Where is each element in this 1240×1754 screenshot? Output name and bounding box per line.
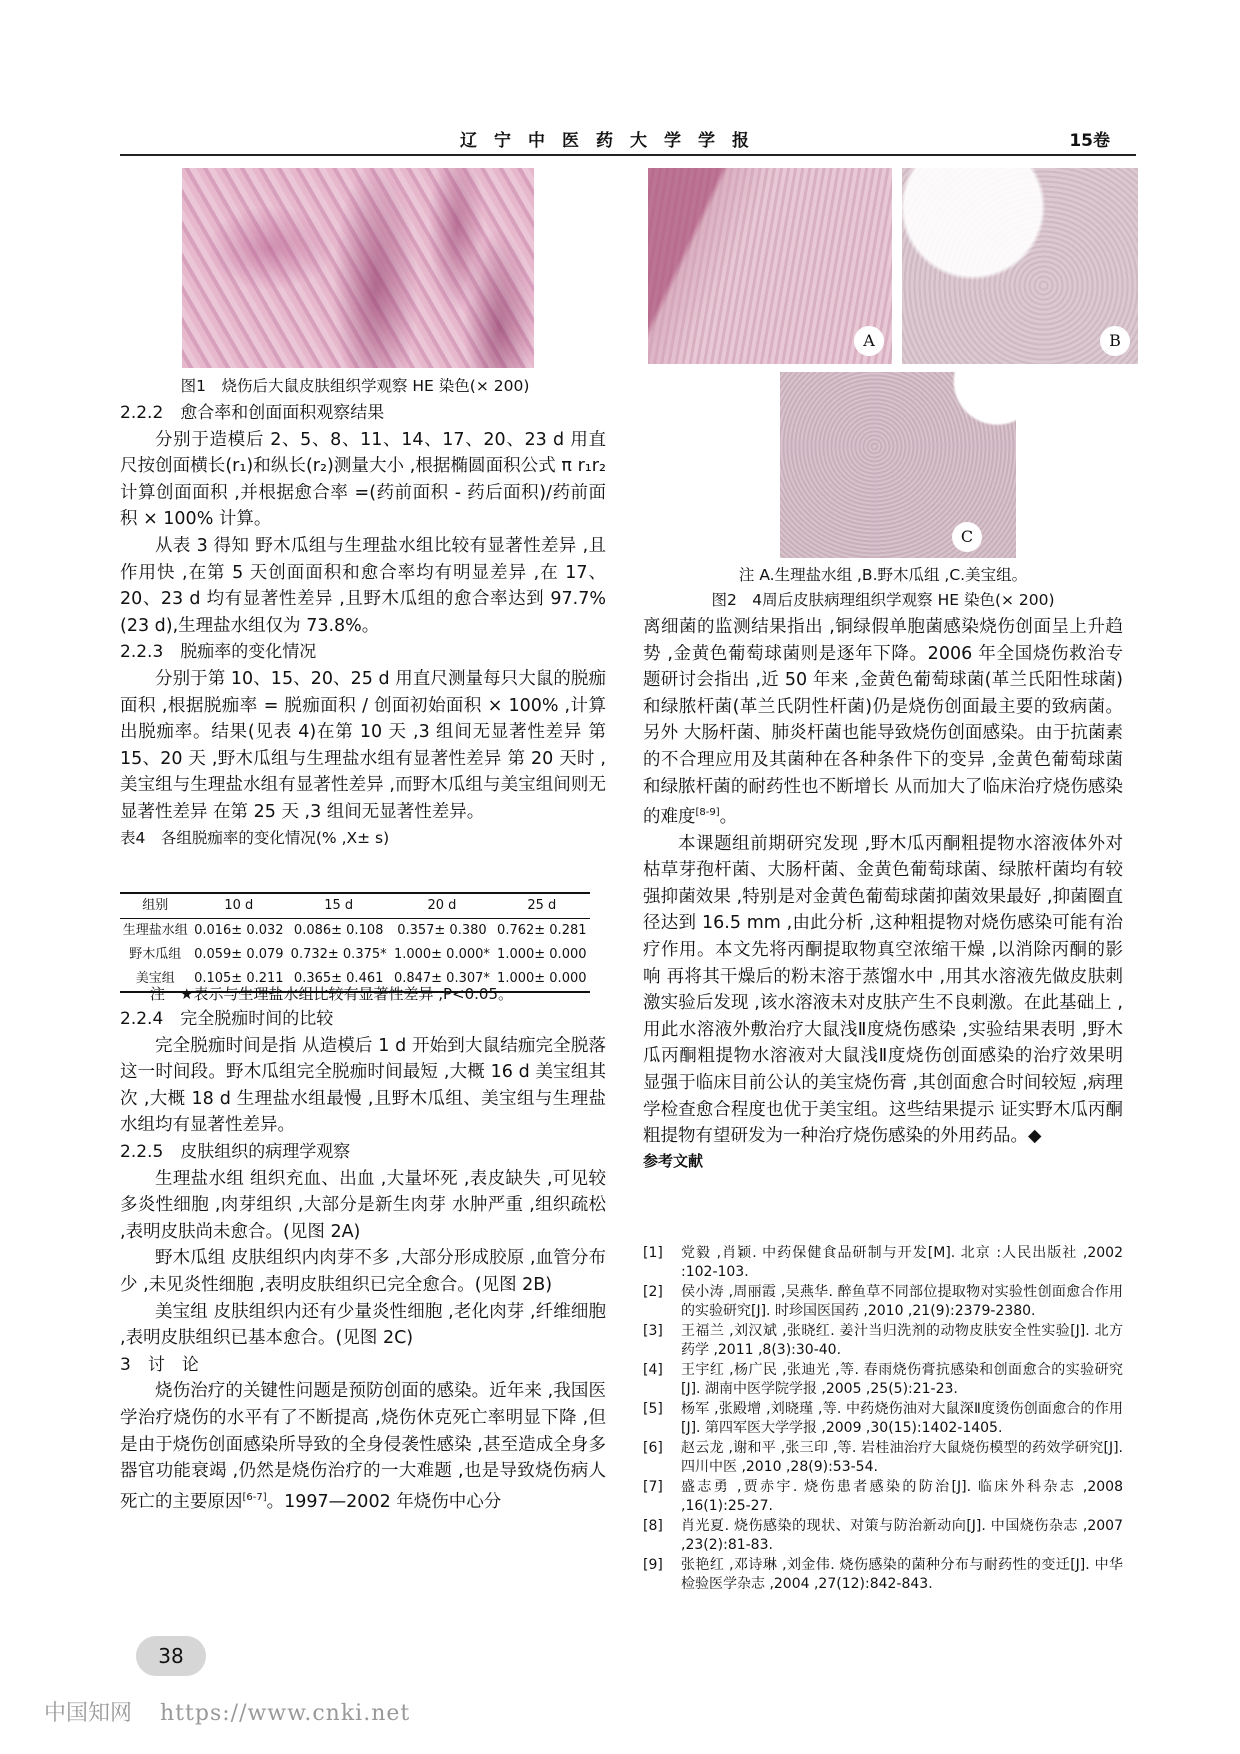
reference-item [643,1439,1123,1477]
table-cell: 1.000± 0.000* [393,947,490,962]
table-cell: 美宝组 [120,967,191,992]
section-2-2-5-heading: 2.2.5 皮肤组织的病理学观察 [120,1141,351,1162]
paragraph [643,614,1123,831]
reference-item [643,1283,1123,1321]
table-cell: 0.016± 0.032 [194,923,284,938]
paragraph-text: 。1997—2002 年烧伤中心分 [266,1491,502,1512]
left-column-lower [120,982,606,1515]
figure-2-caption: 图2 4周后皮肤病理组织学观察 HE 染色(× 200) [711,591,1055,609]
table-cell: 0.732± 0.375* [290,947,387,962]
left-column-upper [120,400,606,850]
figure-1-micrograph [182,168,534,368]
paragraph [120,1378,606,1515]
section-3-heading: 3 讨 论 [120,1354,199,1375]
volume-label: 15卷 [1069,131,1110,151]
table-header-cell: 25 d [494,893,590,919]
reference-text: 张艳红 ,邓诗琳 ,刘金伟. 烧伤感染的菌种分布与耐药性的变迁[J]. 中华检验医学杂志 ,2004 ,27(12):842-843. [681,1557,1123,1592]
reference-number: [3] [643,1323,663,1339]
reference-item [643,1400,1123,1438]
paragraph: 野木瓜组 皮肤组织内肉芽不多 ,大部分形成胶原 ,血管分布少 ,未见炎性细胞 ,表明皮肤组织已完全愈合。(见图 2B) [120,1248,606,1295]
table-cell: 0.365± 0.461 [287,967,390,992]
paragraph: 美宝组 皮肤组织内还有少量炎性细胞 ,老化肉芽 ,纤维细胞 ,表明皮肤组织已基本愈合。(见图 2C) [120,1301,606,1349]
reference-number: [7] [643,1479,663,1495]
references-heading: 参考文献 [643,1151,704,1170]
paragraph: 完全脱痂时间是指 从造模后 1 d 开始到大鼠结痂完全脱落这一时间段。野木瓜组完全脱痂时间最短 ,大概 16 d 美宝组其次 ,大概 18 d 生理盐水组最慢 ,且野木瓜组、美宝组与生理盐水组均有显著性差异。 [120,1035,606,1136]
table-cell: 0.105± 0.211 [191,967,287,992]
table-cell: 0.762± 0.281 [497,923,587,938]
table-header-cell: 组别 [120,893,191,919]
reference-text: 王宇红 ,杨广民 ,张迪光 ,等. 春雨烧伤膏抗感染和创面愈合的实验研究[J]. 湖南中医学院学报 ,2005 ,25(5):21-23. [681,1362,1123,1397]
table-header-cell: 10 d [191,893,287,919]
paragraph: 分别于造模后 2、5、8、11、14、17、20、23 d 用直尺按创面横长(r₁)和纵长(r₂)测量大小 ,根据椭圆面积公式 π r₁r₂ 计算创面面积 ,并根据愈合率 =(药前面积 - 药后面积)/药前面积 × 100% 计算。 [120,429,606,530]
table-cell: 生理盐水组 [122,923,188,938]
reference-number: [9] [643,1557,663,1573]
reference-text: 王福兰 ,刘汉斌 ,张晓红. 姜汁当归洗剂的动物皮肤安全性实验[J]. 北方药学 ,2011 ,8(3):30-40. [681,1323,1123,1358]
reference-text: 杨军 ,张殿增 ,刘晓瑾 ,等. 中药烧伤油对大鼠深Ⅱ度烫伤创面愈合的作用[J]. 第四军医大学学报 ,2009 ,30(15):1402-1405. [681,1401,1123,1436]
figure-2b-micrograph [902,168,1138,364]
reference-item [643,1478,1123,1516]
paragraph-text: 烧伤治疗的关键性问题是预防创面的感染。近年来 ,我国医学治疗烧伤的水平有了不断提高 ,烧伤休克死亡率明显下降 ,但是由于烧伤创面感染所导致的全身侵袭性感染 ,甚至造成全身多器官功能衰竭 ,仍然是烧伤治疗的一大难题 ,也是导致烧伤病人死亡的主要原因 [120,1381,606,1512]
figure-2a-label: A [854,326,884,356]
journal-title: 辽宁中医药大学学报 [460,131,766,151]
table-4 [120,892,590,993]
figure-2a-micrograph [648,168,892,364]
reference-item [643,1322,1123,1360]
reference-text: 盛志勇 ,贾赤宇. 烧伤患者感染的防治[J]. 临床外科杂志 ,2008 ,16(1):25-27. [681,1479,1123,1514]
table-cell: 0.059± 0.079 [194,947,284,962]
figure-2-note: 注 A.生理盐水组 ,B.野木瓜组 ,C.美宝组。 [738,566,1028,584]
table-header-row [120,893,590,919]
page-number: 38 [136,1636,206,1676]
reference-number: [8] [643,1518,663,1534]
table-header-cell: 15 d [287,893,390,919]
paragraph-text: 。 [719,806,738,827]
section-2-2-3-heading: 2.2.3 脱痂率的变化情况 [120,642,317,663]
paragraph: 分别于第 10、15、20、25 d 用直尺测量每只大鼠的脱痂面积 ,根据脱痂率 = 脱痂面积 / 创面初始面积 × 100% ,计算出脱痂率。结果(见表 4)在第 10 天 ,3 组间无显著性差异 第 15、20 天 ,野木瓜组与生理盐水组有显著性差异 第 20 天时 ,美宝组与生理盐水组有显著性差异 ,而野木瓜组与美宝组间则无显著性差异 在第 25 天 ,3 组间无显著性差异。 [120,668,606,822]
reference-item [643,1517,1123,1555]
section-2-2-2-heading: 2.2.2 愈合率和创面面积观察结果 [120,403,385,423]
figure-2c-label: C [952,522,982,552]
reference-text: 党毅 ,肖颖. 中药保健食品研制与开发[M]. 北京 :人民出版社 ,2002 :102-103. [681,1245,1123,1280]
reference-number: [1] [643,1245,663,1261]
reference-number: [2] [643,1284,663,1300]
reference-number: [5] [643,1401,663,1417]
reference-item [643,1361,1123,1399]
reference-text: 赵云龙 ,谢和平 ,张三印 ,等. 岩桂油治疗大鼠烧伤模型的药效学研究[J]. 四川中医 ,2010 ,28(9):53-54. [681,1440,1123,1475]
paragraph-text: 离细菌的监测结果指出 ,铜绿假单胞菌感染烧伤创面呈上升趋势 ,金黄色葡萄球菌则是逐年下降。2006 年全国烧伤救治专题研讨会指出 ,近 50 年来 ,金黄色葡萄球菌(革兰氏阳性球菌)和绿脓杆菌(革兰氏阴性杆菌)仍是烧伤创面最主要的致病菌。另外 大肠杆菌、肺炎杆菌也能导致烧伤创面感染。由于抗菌素的不合理应用及其菌种在各种条件下的变异 ,金黄色葡萄球菌和绿脓杆菌的耐药性也不断增长 从而加大了临床治疗烧伤感染的难度 [643,617,1123,827]
reference-number: [4] [643,1362,663,1378]
table-row [120,919,590,944]
figure-2c-micrograph [780,372,1016,558]
references-list [643,1244,1123,1595]
table-cell: 野木瓜组 [129,947,182,962]
running-header [120,124,1136,156]
footer-brand: 中国知网 [44,1701,133,1726]
footer-url[interactable]: https://www.cnki.net [160,1701,411,1726]
citation: [6-7] [242,1491,267,1503]
figure-2b-label: B [1100,326,1130,356]
table-cell: 0.847± 0.307* [390,967,493,992]
table-4-caption: 表4 各组脱痂率的变化情况(% ,X± s) [120,828,390,847]
table-cell: 0.086± 0.108 [293,923,384,938]
citation: [8-9] [695,807,720,819]
paragraph: 从表 3 得知 野木瓜组与生理盐水组比较有显著性差异 ,且作用快 ,在第 5 天创面面积和愈合率均有明显差异 ,在 17、20、23 d 均有显著性差异 ,且野木瓜组的愈合率达到 97.7%(23 d),生理盐水组仅为 73.8%。 [120,535,606,636]
table-cell: 1.000± 0.000 [494,967,590,992]
table-cell: 1.000± 0.000 [497,947,587,962]
table-4-note: 注 ★表示与生理盐水组比较有显著性差异 ,P<0.05。 [150,985,513,1003]
reference-number: [6] [643,1440,663,1456]
table-header-cell: 20 d [390,893,493,919]
table-row [120,943,590,967]
section-2-2-4-heading: 2.2.4 完全脱痂时间的比较 [120,1009,334,1029]
figure-1-caption: 图1 烧伤后大鼠皮肤组织学观察 HE 染色(× 200) [180,377,530,395]
table-cell: 0.357± 0.380 [397,923,487,938]
reference-item [643,1244,1123,1282]
paragraph: 本课题组前期研究发现 ,野木瓜丙酮粗提物水溶液体外对枯草芽孢杆菌、大肠杆菌、金黄色葡萄球菌、绿脓杆菌均有较强抑菌效果 ,特别是对金黄色葡萄球菌抑菌效果最好 ,抑菌圈直径达到 16.5 mm ,由此分析 ,这种粗提物对烧伤感染可能有治疗作用。本文先将丙酮提取物真空浓缩干燥 ,以消除丙酮的影响 再将其干燥后的粉末溶于蒸馏水中 ,用其水溶液先做皮肤刺激实验后发现 ,该水溶液未对皮肤产生不良刺激。在此基础上 ,用此水溶液外敷治疗大鼠浅Ⅱ度烧伤感染 ,实验结果表明 ,野木瓜丙酮粗提物水溶液对大鼠浅Ⅱ度烧伤创面感染的治疗效果明显强于临床目前公认的美宝烧伤膏 ,其创面愈合时间较短 ,病理学检查愈合程度也优于美宝组。这些结果提示 证实野木瓜丙酮粗提物有望研发为一种治疗烧伤感染的外用药品。◆ [643,833,1123,1147]
right-column [643,614,1123,1172]
reference-text: 侯小涛 ,周丽霞 ,吴燕华. 醉鱼草不同部位提取物对实验性创面愈合作用的实验研究[J]. 时珍国医国药 ,2010 ,21(9):2379-2380. [681,1284,1123,1319]
paragraph: 生理盐水组 组织充血、出血 ,大量坏死 ,表皮缺失 ,可见较多炎性细胞 ,肉芽组织 ,大部分是新生肉芽 水肿严重 ,组织疏松 ,表明皮肤尚未愈合。(见图 2A) [120,1168,606,1242]
footer-watermark [44,1696,410,1727]
reference-item [643,1556,1123,1594]
reference-text: 肖光夏. 烧伤感染的现状、对策与防治新动向[J]. 中国烧伤杂志 ,2007 ,23(2):81-83. [681,1518,1123,1553]
